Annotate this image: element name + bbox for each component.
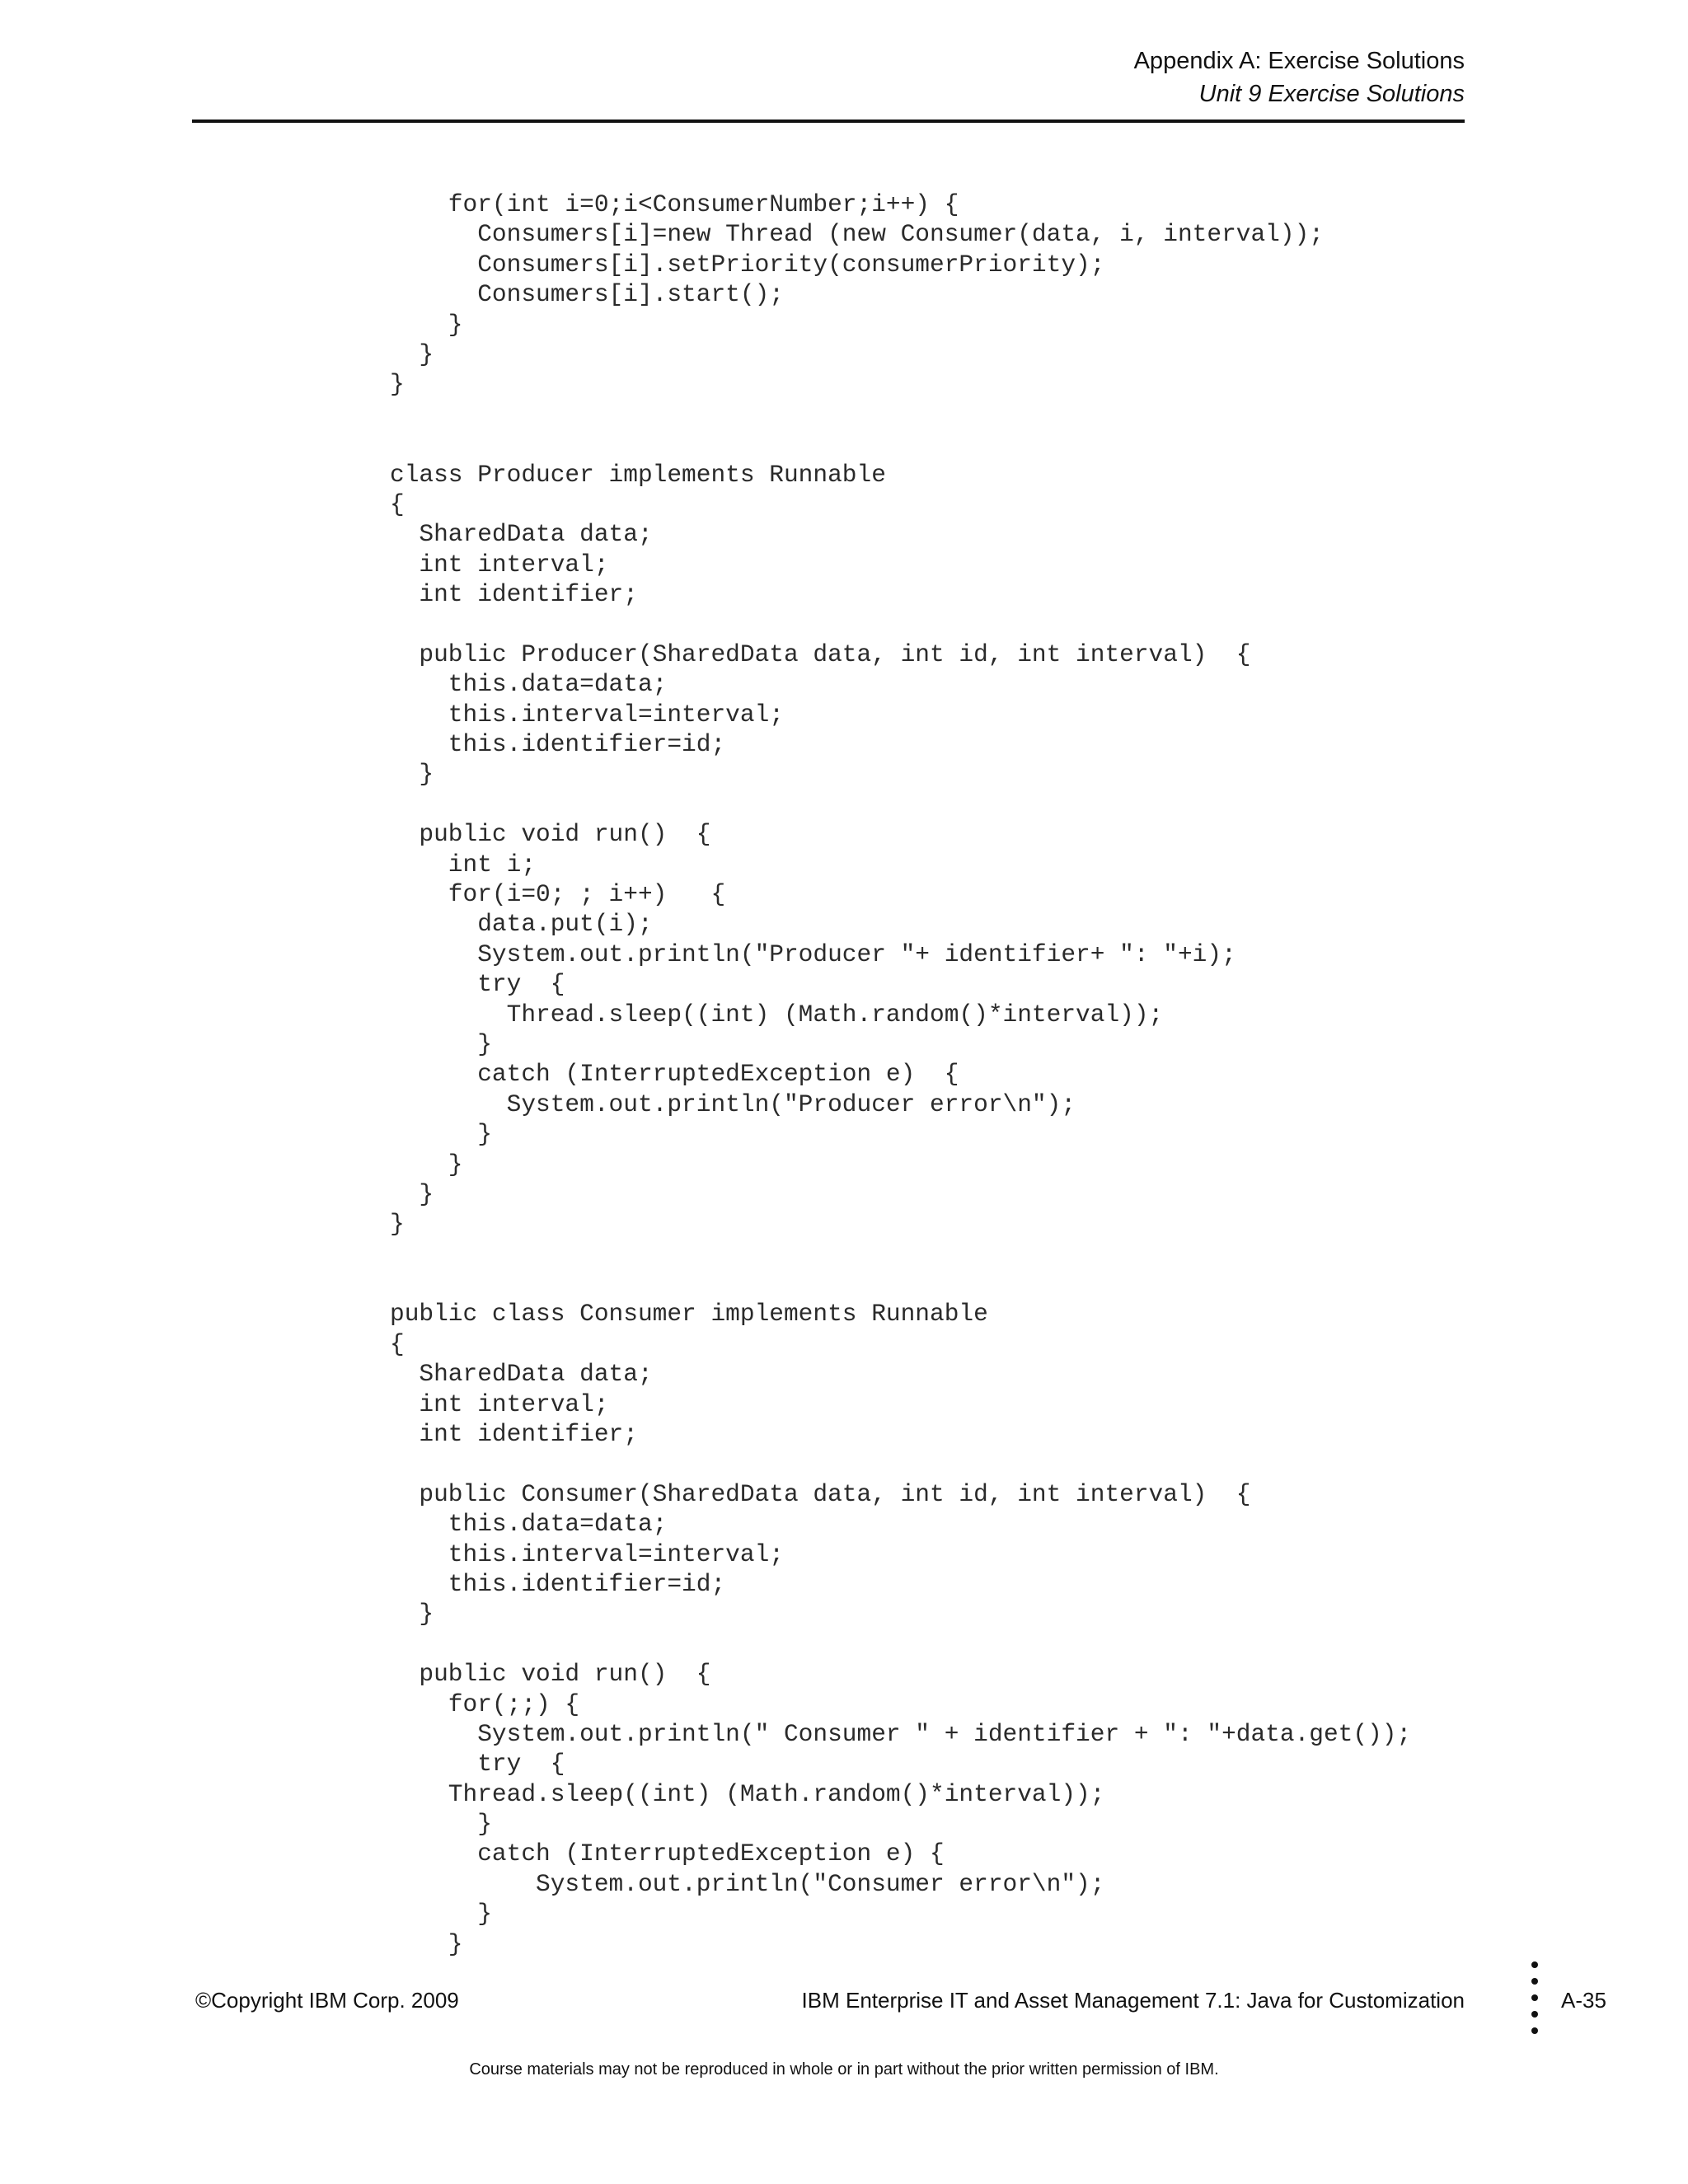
code-line [390, 609, 1411, 639]
code-line: this.interval=interval; [390, 700, 784, 729]
code-line: try { [390, 1750, 565, 1779]
code-line: } [390, 1600, 434, 1629]
code-line: SharedData data; [390, 1360, 653, 1389]
code-line: for(;;) { [390, 1690, 580, 1718]
code-line: this.interval=interval; [390, 1540, 784, 1568]
code-line: this.data=data; [390, 1510, 668, 1539]
code-line: Thread.sleep((int) (Math.random()*interval)); [390, 1000, 1164, 1029]
code-line [390, 1629, 1411, 1659]
code-line: for(i=0; ; i++) { [390, 879, 726, 908]
header-subtitle: Unit 9 Exercise Solutions [1198, 81, 1465, 107]
code-line: System.out.println(" Consumer " + identifier + ": "+data.get()); [390, 1719, 1412, 1748]
code-line: } [390, 1179, 434, 1208]
code-line: this.identifier=id; [390, 1569, 726, 1598]
footer-dot [1531, 2027, 1538, 2034]
code-line [390, 400, 1411, 429]
code-line [390, 1240, 1411, 1269]
code-line: public class Consumer implements Runnable [390, 1300, 988, 1329]
code-line: } [390, 340, 434, 368]
code-line: Consumers[i].start(); [390, 280, 784, 309]
footer-course-title: IBM Enterprise IT and Asset Management 7.1: Java for Customization [801, 1988, 1465, 2013]
code-line: int interval; [390, 1390, 609, 1418]
code-line: int interval; [390, 550, 609, 579]
code-line: this.identifier=id; [390, 730, 726, 759]
code-line: } [390, 1810, 492, 1839]
code-line: } [390, 760, 434, 789]
code-line: } [390, 1929, 463, 1958]
code-line: public Consumer(SharedData data, int id, int interval) { [390, 1479, 1251, 1508]
code-line: } [390, 1029, 492, 1058]
footer-dot [1531, 1978, 1538, 1985]
code-block [390, 190, 1411, 1959]
code-line: System.out.println("Producer error\n"); [390, 1090, 1076, 1118]
code-line: catch (InterruptedException e) { [390, 1060, 959, 1089]
code-line: int i; [390, 850, 537, 879]
code-line [390, 1449, 1411, 1479]
code-line: public void run() { [390, 820, 711, 849]
code-line: { [390, 490, 405, 518]
code-line: System.out.println("Consumer error\n"); [390, 1869, 1105, 1898]
footer-copyright: ©Copyright IBM Corp. 2009 [195, 1988, 459, 2013]
code-line: } [390, 370, 405, 399]
code-line: SharedData data; [390, 520, 653, 549]
code-line: } [390, 1210, 405, 1239]
page-number: A-35 [1561, 1988, 1606, 2013]
code-line: { [390, 1329, 405, 1358]
footer-dot [1531, 2011, 1538, 2018]
code-line: data.put(i); [390, 910, 653, 939]
code-line: this.data=data; [390, 670, 668, 699]
footer-dots-divider [1530, 1961, 1540, 2036]
code-line: } [390, 310, 463, 339]
header-title: Appendix A: Exercise Solutions [1133, 48, 1465, 74]
code-line: } [390, 1150, 463, 1179]
code-line [390, 429, 1411, 459]
code-line: public Producer(SharedData data, int id, int interval) { [390, 640, 1251, 668]
code-line: Consumers[i]=new Thread (new Consumer(data, i, interval)); [390, 220, 1324, 249]
footer-dot [1531, 1994, 1538, 2001]
code-line: class Producer implements Runnable [390, 460, 886, 489]
footer-dot [1531, 1961, 1538, 1968]
footer-notice: Course materials may not be reproduced in whole or in part without the prior written permission of IBM. [469, 2060, 1219, 2079]
code-line [390, 790, 1411, 819]
code-line: for(int i=0;i<ConsumerNumber;i++) { [390, 190, 959, 218]
code-line: public void run() { [390, 1660, 711, 1689]
code-line [390, 1269, 1411, 1299]
header-rule [192, 120, 1465, 123]
code-line: Thread.sleep((int) (Math.random()*interval)); [390, 1779, 1105, 1808]
code-line: System.out.println("Producer "+ identifier+ ": "+i); [390, 940, 1236, 968]
code-line: } [390, 1900, 492, 1929]
code-line: Consumers[i].setPriority(consumerPriority); [390, 250, 1105, 279]
code-line: catch (InterruptedException e) { [390, 1840, 945, 1868]
code-line: int identifier; [390, 1420, 638, 1449]
code-line: } [390, 1120, 492, 1149]
code-line: try { [390, 970, 565, 999]
code-line: int identifier; [390, 580, 638, 609]
